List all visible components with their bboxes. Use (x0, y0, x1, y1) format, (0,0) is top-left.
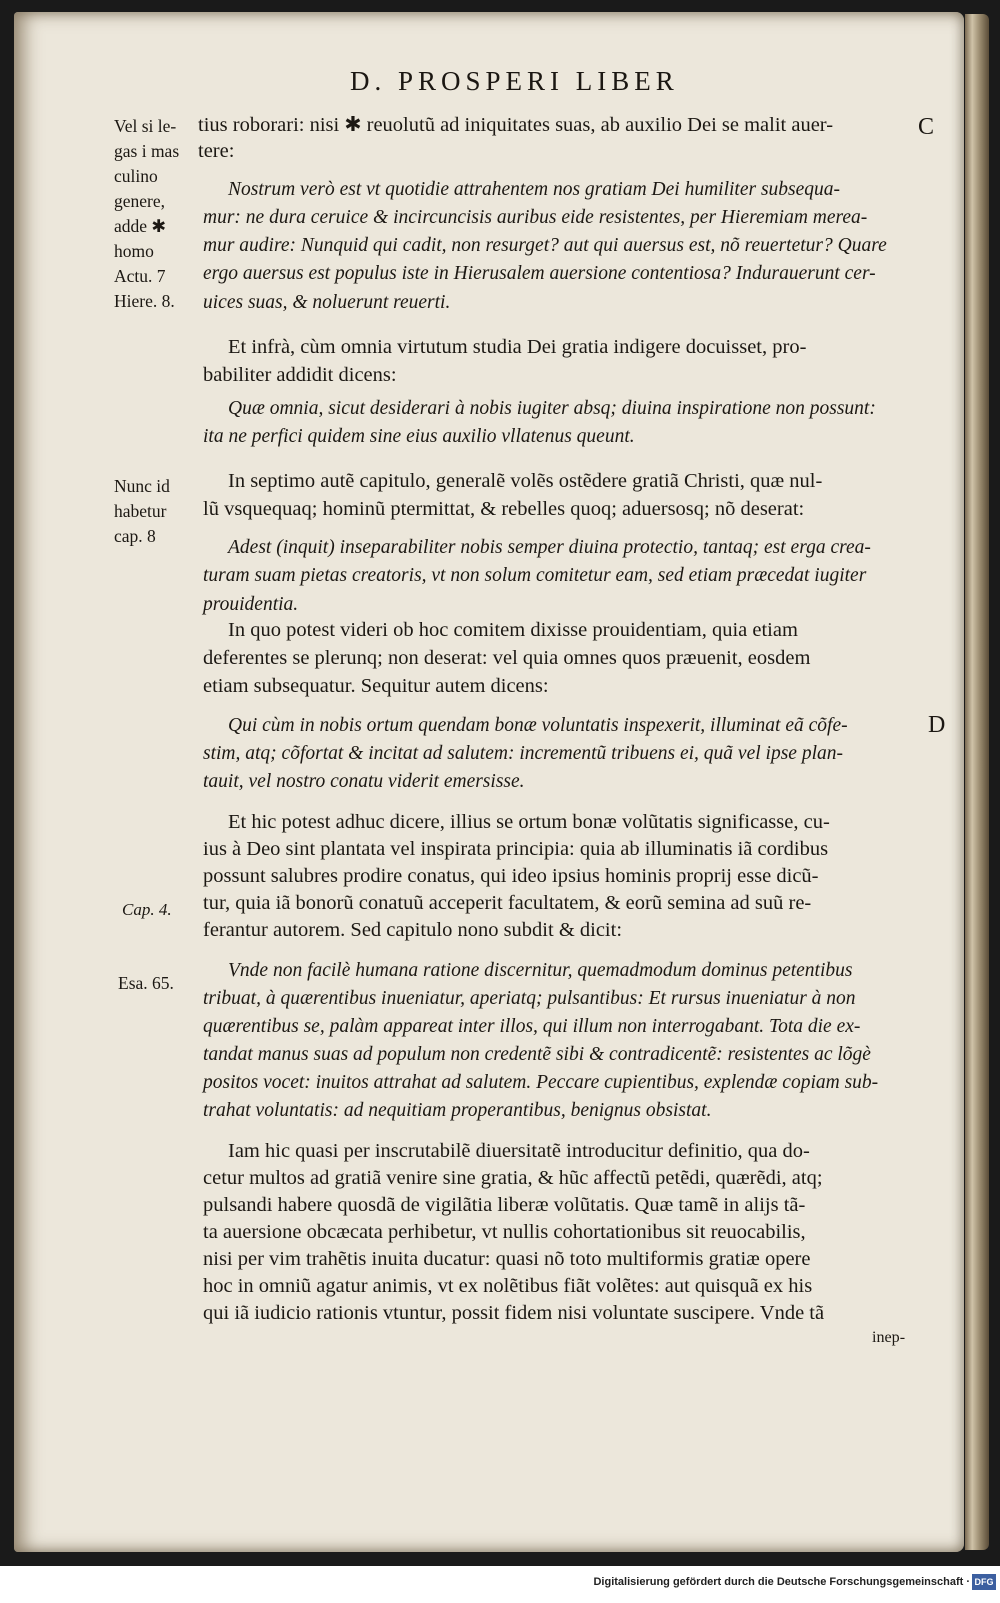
text-line: babiliter addidit dicens: (203, 364, 397, 386)
text-line: quærentibus se, palàm appareat inter illos, qui illum non interrogabant. Tota die ex- (203, 1016, 861, 1037)
margin-note-3 (122, 897, 172, 922)
margin-note-line: Actu. 7 (114, 266, 166, 286)
text-line: ta auersione obcæcata perhibetur, vt nullis cohortationibus sit reuocabilis, (203, 1221, 806, 1243)
text-line: Et hic potest adhuc dicere, illius se ortum bonæ volũtatis significasse, cu- (228, 811, 830, 833)
margin-note-4 (118, 971, 174, 996)
text-line: pulsandi habere quosdã de vigilãtia liberæ volũtatis. Quæ tamẽ in alijs tã- (203, 1194, 806, 1216)
text-line: Quæ omnia, sicut desiderari à nobis iugiter absq; diuina inspiratione non possunt: (228, 398, 876, 419)
digitization-footer (0, 1566, 1000, 1603)
dfg-logo: DFG (972, 1574, 996, 1590)
text-line: qui iã iudicio rationis vtuntur, possit fidem nisi voluntate suscipere. Vnde tã (203, 1302, 825, 1324)
text-line: uices suas, & noluerunt reuerti. (203, 292, 451, 313)
text-line: tribuat, à quærentibus inueniatur, aperiatq; pulsantibus: Et rursus inueniatur à non (203, 988, 856, 1009)
margin-note-line: Hiere. 8. (114, 291, 175, 311)
text-line: mur audire: Nunquid qui cadit, non resurget? aut qui auersus est, nõ reuertetur? Quare (203, 235, 887, 256)
text-line: hoc in omniũ agatur animis, vt ex nolẽtibus fiãt volẽtes: aut quisquã ex his (203, 1275, 813, 1297)
text-line: tauit, vel nostro conatu viderit emersisse. (203, 771, 525, 792)
text-line: Nostrum verò est vt quotidie attrahentem nos gratiam Dei humiliter subsequa- (228, 179, 841, 200)
text-line: prouidentia. (203, 594, 299, 615)
text-line: Adest (inquit) inseparabiliter nobis semper diuina protectio, tantaq; est erga crea- (228, 537, 871, 558)
running-header: D. PROSPERI LIBER (350, 66, 679, 96)
text-line: Qui cùm in nobis ortum quendam bonæ voluntatis inspexerit, illuminat eã cõfe- (228, 715, 848, 736)
text-line: etiam subsequatur. Sequitur autem dicens: (203, 675, 549, 697)
section-letter-d: D (928, 712, 946, 738)
text-line: lũ vsquequaq; hominũ ptermittat, & rebelles quoq; aduersosq; nõ deserat: (203, 498, 805, 520)
margin-note-line: Vel si le- (114, 116, 177, 136)
margin-note-2 (114, 474, 170, 549)
margin-note-line: Nunc id (114, 476, 170, 496)
footer-credit: Digitalisierung gefördert durch die Deutsche Forschungsgemeinschaft · (593, 1576, 970, 1588)
text-line: cetur multos ad gratiã venire sine gratia, & hũc affectũ petẽdi, quærẽdi, atq; (203, 1167, 823, 1189)
margin-note-line: adde ✱ (114, 216, 167, 236)
text-line: Iam hic quasi per inscrutabilẽ diuersitatẽ introducitur definitio, qua do- (228, 1140, 810, 1162)
text-line: In quo potest videri ob hoc comitem dixisse prouidentiam, quia etiam (228, 619, 798, 641)
text-line: Vnde non facilè humana ratione discernitur, quemadmodum dominus petentibus (228, 960, 853, 981)
text-line: trahat voluntatis: ad nequitiam properantibus, benignus obsistat. (203, 1100, 712, 1121)
text-line: tur, quia iã bonorũ conatuũ acceperit facultatem, & eorũ semina ad suũ re- (203, 892, 812, 914)
margin-note-line: homo (114, 241, 154, 261)
text-line: Et infrà, cùm omnia virtutum studia Dei gratia indigere docuisset, pro- (228, 336, 807, 358)
text-line: tius roborari: nisi ✱ reuolutũ ad iniquitates suas, ab auxilio Dei se malit auer- (198, 114, 834, 136)
text-line: positos vocet: inuitos attrahat ad salutem. Peccare cupientibus, explendæ copiam sub- (203, 1072, 879, 1093)
text-line: ferantur autorem. Sed capitulo nono subdit & dicit: (203, 919, 623, 941)
margin-note-line: culino (114, 166, 158, 186)
text-line: turam suam pietas creatoris, vt non solum comitetur eam, sed etiam præcedat iugiter (203, 565, 867, 586)
section-letter-c: C (918, 114, 935, 140)
text-line: nisi per vim trahẽtis inuita ducatur: quasi nõ toto multiformis gratiæ opere (203, 1248, 811, 1270)
catchword: inep- (872, 1329, 906, 1346)
text-line: mur: ne dura ceruice & incircuncisis auribus eide resistentes, per Hieremiam merea- (203, 207, 868, 228)
text-line: ergo auersus est populus iste in Hierusalem auersione contentiosa? Indurauerunt cer- (203, 263, 876, 284)
text-line: tere: (198, 140, 235, 162)
page-edge (965, 14, 989, 1550)
margin-note-1 (114, 114, 179, 314)
margin-note-line: genere, (114, 191, 166, 211)
text-line: ita ne perfici quidem sine eius auxilio vllatenus queunt. (203, 426, 635, 447)
text-line: ius à Deo sint plantata vel inspirata principia: quia ab illuminatis iã cordibus (203, 838, 829, 860)
text-line: deferentes se plerunq; non deserat: vel quia omnes quos præuenit, eosdem (203, 647, 811, 669)
margin-note-line: Esa. 65. (118, 973, 174, 993)
margin-note-line: habetur (114, 501, 167, 521)
text-line: possunt salubres prodire conatus, qui ideo ipsius hominis proprij esse dicũ- (203, 865, 819, 887)
text-line: tandat manus suas ad populum non credentẽ sibi & contradicentẽ: resistentes ac lõgè (203, 1044, 871, 1065)
margin-note-line: Cap. 4. (122, 900, 172, 919)
margin-note-line: cap. 8 (114, 526, 156, 546)
margin-note-line: gas i mas (114, 141, 180, 161)
text-line: stim, atq; cõfortat & incitat ad salutem: incrementũ tribuens ei, quã vel ipse plan- (203, 743, 843, 764)
text-line: In septimo autẽ capitulo, generalẽ volẽs ostẽdere gratiã Christi, quæ nul- (228, 470, 823, 492)
